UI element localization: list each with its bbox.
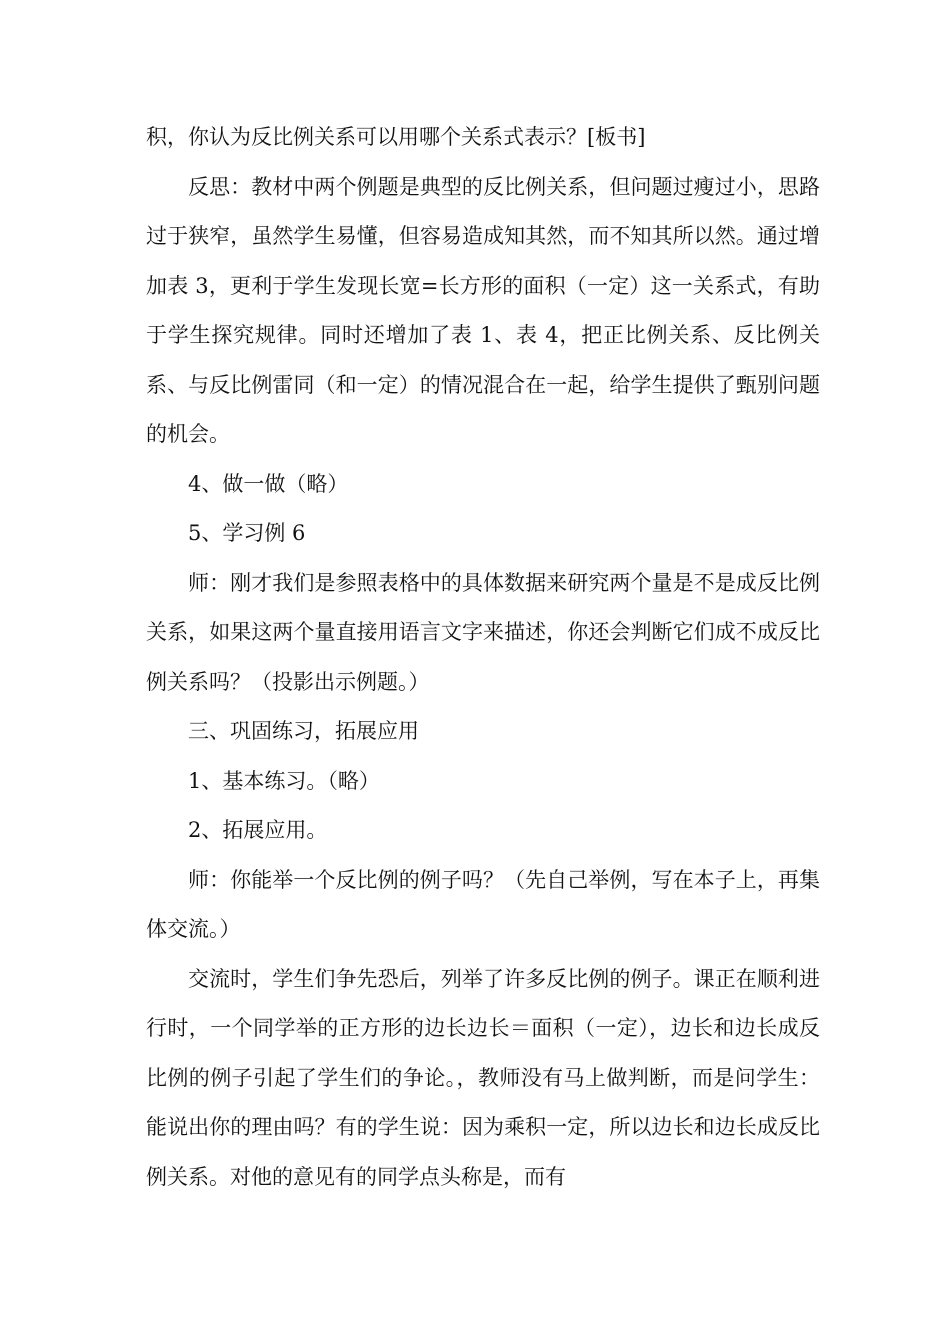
paragraph-teacher-example-request: 师：你能举一个反比例的例子吗？（先自己举例，写在本子上，再集体交流。） <box>146 867 820 941</box>
paragraph-formula-question: 积，你认为反比例关系可以用哪个关系式表示？[板书] <box>146 125 646 149</box>
paragraph-reflection: 反思：教材中两个例题是典型的反比例关系，但问题过瘦过小，思路过于狭窄，虽然学生易懂，但容易造成知其然，而不知其所以然。通过增加表 3，更利于学生发现长宽=长方形的面积（一定）这一关系式，有助于学生探究规律。同时还增加了表 1、表 4，把正比例关系、反比例关系、与反比例雷同（和一定）的情况混合在一起，给学生提供了甄别问题的机会。 <box>146 174 820 446</box>
paragraph-teacher-question: 师：刚才我们是参照表格中的具体数据来研究两个量是不是成反比例关系，如果这两个量直接用语言文字来描述，你还会判断它们成不成反比例关系吗？（投影出示例题。） <box>146 570 820 694</box>
paragraph-basic-practice: 1、基本练习。（略） <box>188 768 380 793</box>
paragraph-practice-4: 4、做一做（略） <box>188 471 349 496</box>
paragraph-extended-application: 2、拓展应用。 <box>188 818 328 842</box>
section-heading-consolidation: 三、巩固练习，拓展应用 <box>188 719 419 743</box>
paragraph-discussion: 交流时，学生们争先恐后，列举了许多反比例的例子。课正在顺利进行时，一个同学举的正方形的边长边长＝面积（一定），边长和边长成反比例的例子引起了学生们的争论。，教师没有马上做判断，而是问学生：能说出你的理由吗？有的学生说：因为乘积一定，所以边长和边长成反比例关系。对他的意见有的同学点头称是，而有 <box>146 966 820 1189</box>
paragraph-example-6: 5、学习例 6 <box>188 521 306 545</box>
